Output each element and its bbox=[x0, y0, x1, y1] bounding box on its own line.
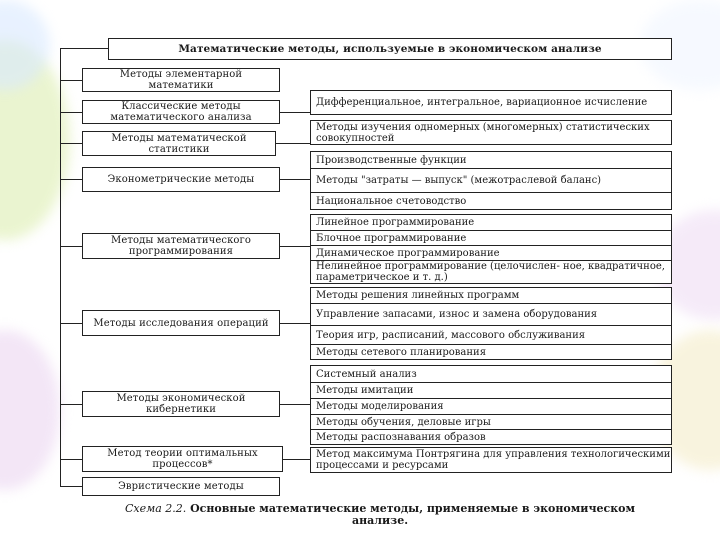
connector bbox=[280, 246, 310, 247]
submethod-item: Метод максимума Понтрягина для управления технологическими процессами и ресурсами bbox=[316, 449, 671, 471]
connector bbox=[60, 112, 82, 113]
submethod-item: Методы обучения, деловые игры bbox=[311, 414, 671, 429]
submethod-group bbox=[310, 447, 672, 473]
method-box: Методы математической статистики bbox=[82, 131, 276, 156]
submethod-item: Блочное программирование bbox=[311, 230, 671, 245]
connector bbox=[280, 404, 310, 405]
background-decoration bbox=[0, 330, 60, 490]
connector bbox=[280, 112, 310, 113]
submethod-item: Методы моделирования bbox=[311, 398, 671, 414]
connector bbox=[283, 459, 310, 460]
submethod-item: Методы имитации bbox=[311, 382, 671, 398]
method-box: Методы экономической кибернетики bbox=[82, 391, 280, 417]
submethod-item: Управление запасами, износ и замена оборудования bbox=[311, 303, 671, 325]
connector bbox=[60, 486, 82, 487]
method-box: Методы исследования операций bbox=[82, 310, 280, 336]
submethod-group bbox=[310, 365, 672, 445]
submethod-group bbox=[310, 90, 672, 115]
submethod-group bbox=[310, 287, 672, 360]
submethod-group bbox=[310, 151, 672, 210]
caption-label: Схема 2.2. bbox=[124, 502, 187, 515]
submethod-group bbox=[310, 214, 672, 284]
spine-line bbox=[60, 48, 61, 486]
method-box: Эвристические методы bbox=[82, 477, 280, 496]
method-box: Метод теории оптимальных процессов* bbox=[82, 446, 283, 472]
submethod-item: Методы распознавания образов bbox=[311, 429, 671, 444]
method-box: Эконометрические методы bbox=[82, 167, 280, 192]
method-box: Методы математического программирования bbox=[82, 233, 280, 259]
connector bbox=[280, 179, 310, 180]
submethod-item: Методы сетевого планирования bbox=[311, 344, 671, 359]
connector bbox=[60, 404, 82, 405]
connector bbox=[60, 246, 82, 247]
method-box: Методы элементарной математики bbox=[82, 68, 280, 92]
connector bbox=[60, 179, 82, 180]
caption-text: Основные математические методы, применяемые в экономическом анализе. bbox=[190, 502, 636, 527]
submethod-item: Производственные функции bbox=[316, 154, 467, 166]
submethod-item: Методы решения линейных программ bbox=[316, 290, 520, 301]
submethod-item: Национальное счетоводство bbox=[311, 192, 671, 209]
submethod-item: Системный анализ bbox=[316, 368, 417, 380]
submethod-item: Методы "затраты — выпуск" (межотраслевой баланс) bbox=[311, 168, 671, 192]
connector bbox=[60, 80, 82, 81]
submethod-item: Линейное программирование bbox=[316, 217, 475, 228]
connector bbox=[60, 143, 82, 144]
submethod-item: Динамическое программирование bbox=[311, 245, 671, 260]
connector bbox=[280, 323, 310, 324]
diagram-caption bbox=[100, 503, 660, 527]
diagram-title: Математические методы, используемые в экономическом анализе bbox=[108, 38, 672, 60]
submethod-item: Нелинейное программирование (целочислен- ное, квадратичное, параметрическое и т. д.) bbox=[311, 260, 671, 283]
submethod-item: Дифференциальное, интегральное, вариационное исчисление bbox=[316, 97, 648, 108]
connector bbox=[276, 143, 310, 144]
submethod-item: Теория игр, расписаний, массового обслуживания bbox=[311, 325, 671, 344]
submethod-item: Методы изучения одномерных (многомерных) статистических совокупностей bbox=[316, 121, 650, 144]
method-box: Классические методы математического анализа bbox=[82, 100, 280, 124]
submethod-group bbox=[310, 120, 672, 145]
connector bbox=[60, 48, 108, 49]
connector bbox=[60, 459, 82, 460]
connector bbox=[60, 323, 82, 324]
